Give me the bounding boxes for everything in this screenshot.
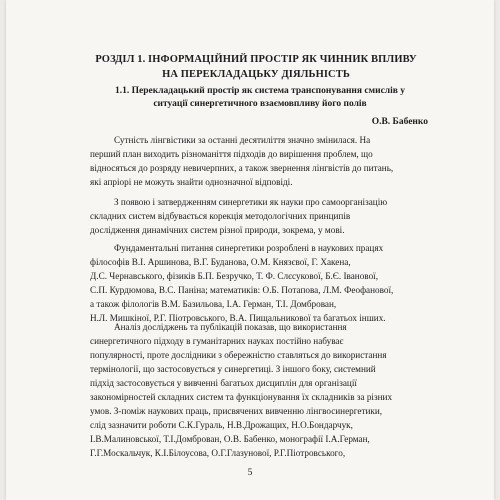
paragraph-2	[90, 195, 436, 237]
paragraph-line: які апріорі не можуть знайти однозначної відповіді.	[90, 177, 293, 187]
paragraph-line: С.П. Курдюмова, В.С. Паніна; математиків: О.Б. Потапова, Л.М. Феофанової,	[90, 285, 394, 295]
paragraph-line: дослідження динамічних систем різної природи, зокрема, у мові.	[90, 225, 345, 235]
paragraph-line: Д.С. Чернавського, фізиків Б.П. Безручко, Т. Ф. Слєсукової, Б.Є. Іванової,	[90, 271, 379, 281]
paragraph-line: Сутність лінгвістики за останні десятиліття значно змінилася. На	[114, 135, 371, 145]
author-name: О.В. Бабенко	[371, 117, 428, 127]
paragraph-line: відносяться до розряду невичерпних, а також звернення лінгвістів до питань,	[90, 163, 394, 173]
section-title	[90, 85, 430, 111]
paragraph-line: філософів В.І. Аршинова, В.Г. Буданова, О.М. Князєвої, Г. Хакена,	[90, 257, 351, 267]
paragraph-line: умов. З-поміж наукових праць, присвячених вивченню лінгвосинергетики,	[90, 406, 383, 416]
paragraph-line: синергетичного підходу в гуманітарних науках постійно набуває	[90, 336, 344, 346]
paragraph-line: слід зазначити роботи С.К.Гураль, Н.В.Дрожащих, Н.О.Бондарчук,	[90, 420, 353, 430]
paragraph-line: Н.Л. Мишкіної, Р.Г. Піотровського, В.А. Пищальникової та багатьох інших.	[90, 313, 386, 323]
chapter-title	[66, 52, 446, 82]
chapter-title-line-1: РОЗДІЛ 1. ІНФОРМАЦІЙНИЙ ПРОСТІР ЯК ЧИННИК ВПЛИВУ	[95, 54, 417, 65]
paragraph-4	[90, 320, 436, 460]
chapter-title-line-2: НА ПЕРЕКЛАДАЦЬКУ ДІЯЛЬНІСТЬ	[162, 69, 350, 80]
document-page	[6, 0, 494, 500]
paragraph-line: популярності, проте дослідники з обережністю ставляться до використання	[90, 350, 387, 360]
paragraph-line: а також філологів В.М. Базильова, І.А. Герман, Т.І. Домброван,	[90, 299, 337, 309]
paragraph-line: Г.Г.Москальчук, К.І.Білоусова, О.Г.Глазунової, Р.Г.Піотровського,	[90, 448, 346, 458]
paragraph-1	[90, 133, 436, 189]
paragraph-line: І.В.Малиновської, Т.І.Домброван, О.В. Бабенко, монографії І.А.Герман,	[90, 434, 370, 444]
paragraph-line: складних систем відбувається корекція методологічних принципів	[90, 211, 351, 221]
section-title-line-1: 1.1. Перекладацький простір як система транспонування смислів у	[114, 86, 406, 96]
paragraph-line: підхід застосовується у вивченні багатьох дисциплін для організації	[90, 378, 357, 388]
paragraph-line: Аналіз досліджень та публікацій показав, що використання	[114, 322, 347, 332]
paragraph-line: З появою і затвердженням синергетики як науки про самоорганізацію	[114, 197, 388, 207]
paragraph-line: термінології, що застосовується у синергетиці. З іншого боку, системний	[90, 364, 376, 374]
paragraph-line: перший план виходить різноманіття підходів до вирішення проблем, що	[90, 149, 373, 159]
section-title-line-2: ситуації синергетичного взаємовпливу його полів	[153, 99, 367, 109]
paragraph-line: закономірностей складних систем та функціонування їх складників за різних	[90, 392, 393, 402]
paragraph-line: Фундаментальні питання синергетики розроблені в наукових працях	[114, 243, 384, 253]
paragraph-3	[90, 241, 436, 325]
page-number: 5	[247, 468, 253, 478]
